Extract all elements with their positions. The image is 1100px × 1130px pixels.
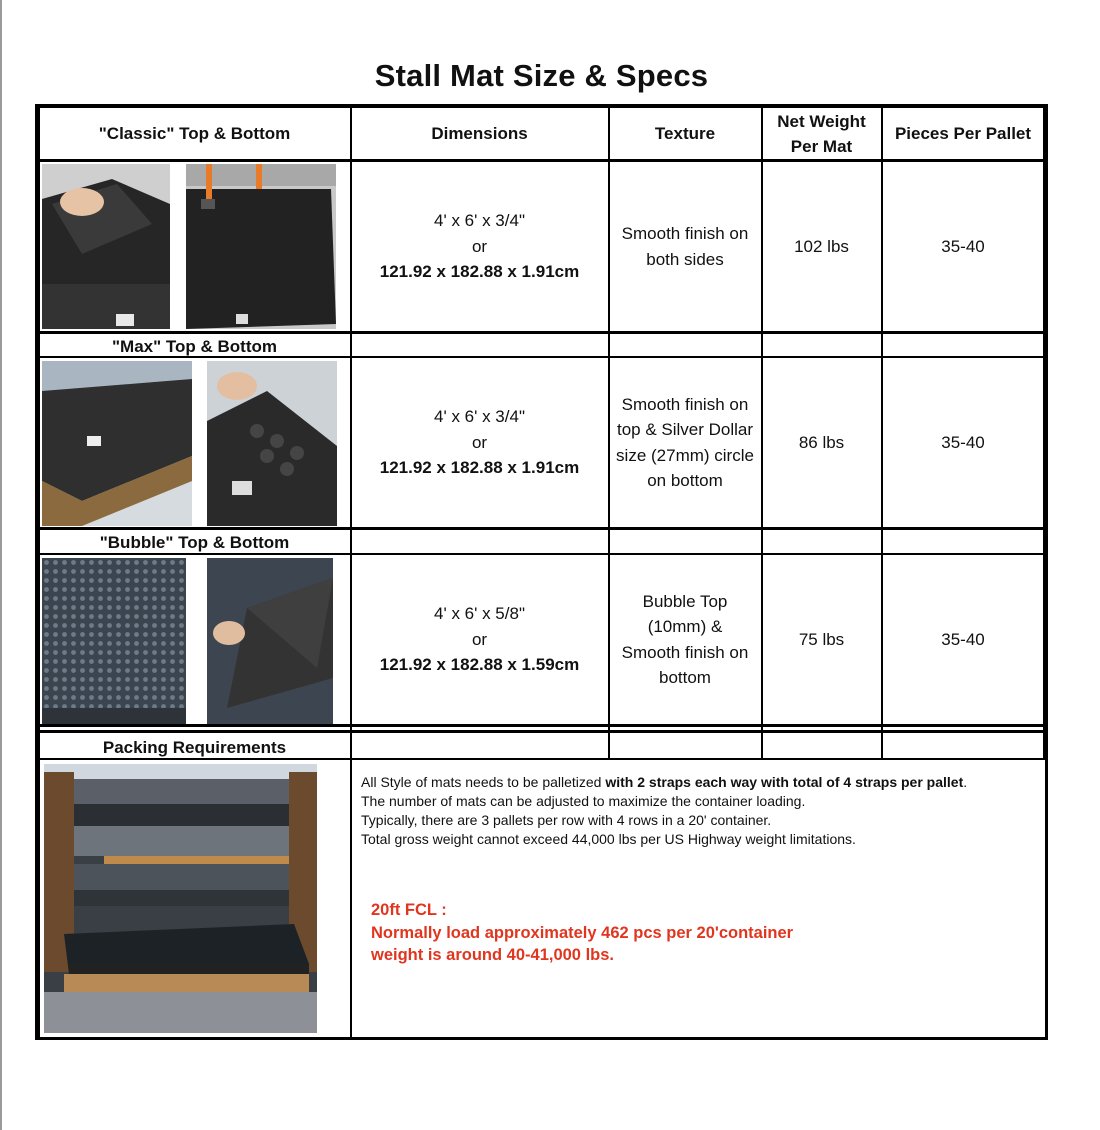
rule-packing-label-bottom [35, 758, 1048, 760]
classic-mat-photo-1 [42, 164, 170, 329]
row3-texture-line: (10mm) & [647, 617, 723, 636]
header-net-weight [763, 108, 880, 159]
packing-note-4: Total gross weight cannot exceed 44,000 lbs per US Highway weight limitations. [361, 831, 856, 847]
row2-dim-metric: 121.92 x 182.88 x 1.91cm [379, 458, 580, 478]
packing-note-1 [361, 773, 967, 792]
packing-note-3: Typically, there are 3 pallets per row with 4 rows in a 20' container. [361, 812, 772, 828]
row2-pieces: 35-40 [941, 432, 985, 452]
max-mat-photo-1 [42, 361, 192, 526]
row3-pieces: 35-40 [941, 629, 985, 649]
bubble-mat-photo-1 [42, 558, 186, 724]
packing-pallet-photo [44, 764, 317, 1033]
row2-texture-line: size (27mm) circle [616, 445, 754, 465]
bubble-mat-photo-2-art [207, 558, 333, 724]
rule-row2-bottom [35, 527, 1048, 530]
rule-row3-double [35, 730, 1048, 733]
row3-dim-imperial: 4' x 6' x 5/8" [434, 604, 525, 624]
row3-dim-or: or [471, 629, 488, 649]
fcl-line-1: Normally load approximately 462 pcs per 20'container [371, 923, 794, 942]
max-mat-photo-2 [207, 361, 337, 526]
max-mat-photo-2-art [207, 361, 337, 526]
row3-texture [610, 555, 760, 724]
packing-pallet-photo-art [44, 764, 317, 1033]
row1-dim-or: or [471, 236, 488, 256]
row3-dimensions [352, 555, 607, 724]
row1-dim-metric: 121.92 x 182.88 x 1.91cm [379, 262, 580, 282]
row3-label: "Bubble" Top & Bottom [99, 533, 290, 552]
classic-mat-photo-1-art [42, 164, 170, 329]
row2-texture-line: on bottom [647, 471, 723, 490]
max-mat-photo-1-art [42, 361, 192, 526]
row2-texture [610, 358, 760, 527]
row2-texture-line: Smooth finish on [621, 394, 749, 414]
row1-dimensions [352, 162, 607, 331]
header-pieces: Pieces Per Pallet [894, 124, 1032, 143]
row1-texture-line: Smooth finish on [621, 224, 749, 243]
rule-row1-bottom [35, 331, 1048, 334]
bubble-mat-photo-1-art [42, 558, 186, 724]
packing-note-2: The number of mats can be adjusted to maximize the container loading. [361, 793, 806, 809]
row1-texture-line: both sides [646, 249, 724, 269]
header-dimensions: Dimensions [431, 124, 528, 143]
row1-pieces: 35-40 [941, 236, 985, 256]
bubble-mat-photo-2 [207, 558, 333, 724]
packing-notes [361, 773, 967, 849]
row2-texture-line: top & Silver Dollar [616, 420, 754, 439]
row2-dimensions [352, 358, 607, 527]
header-texture: Texture [654, 124, 716, 143]
row2-label: "Max" Top & Bottom [111, 337, 277, 356]
row2-dim-imperial: 4' x 6' x 3/4" [434, 407, 525, 427]
packing-label: Packing Requirements [102, 738, 287, 757]
row3-weight: 75 lbs [798, 629, 845, 649]
header-style: "Classic" Top & Bottom [98, 124, 291, 143]
row3-texture-line: bottom [659, 668, 711, 687]
page-edge-rule [0, 0, 2, 1130]
row1-texture [610, 162, 760, 331]
row3-texture-line: Bubble Top [642, 591, 728, 611]
row1-weight: 102 lbs [794, 236, 849, 256]
packing-note-1-bold: with 2 straps each way with total of 4 straps per pallet [605, 774, 964, 790]
fcl-title: 20ft FCL : [371, 901, 447, 919]
rule-row3-bottom [35, 724, 1048, 727]
fcl-note [371, 899, 793, 967]
page-title: Stall Mat Size & Specs [374, 58, 709, 93]
row2-weight: 86 lbs [798, 432, 845, 452]
row3-dim-metric: 121.92 x 182.88 x 1.59cm [379, 655, 580, 675]
classic-mat-photo-2 [186, 164, 336, 329]
row1-dim-imperial: 4' x 6' x 3/4" [434, 211, 525, 231]
packing-note-1-end: . [963, 774, 968, 790]
col-rule-5 [1043, 106, 1045, 759]
packing-note-1-plain: All Style of mats needs to be palletized [361, 774, 606, 790]
fcl-line-2: weight is around 40-41,000 lbs. [371, 946, 614, 964]
col-rule-0 [38, 106, 40, 1038]
header-net-weight-line2: Per Mat [790, 136, 853, 156]
row3-texture-line: Smooth finish on [621, 642, 749, 662]
header-net-weight-line1: Net Weight [777, 111, 866, 131]
classic-mat-photo-2-art [186, 164, 336, 329]
row2-dim-or: or [471, 432, 488, 452]
